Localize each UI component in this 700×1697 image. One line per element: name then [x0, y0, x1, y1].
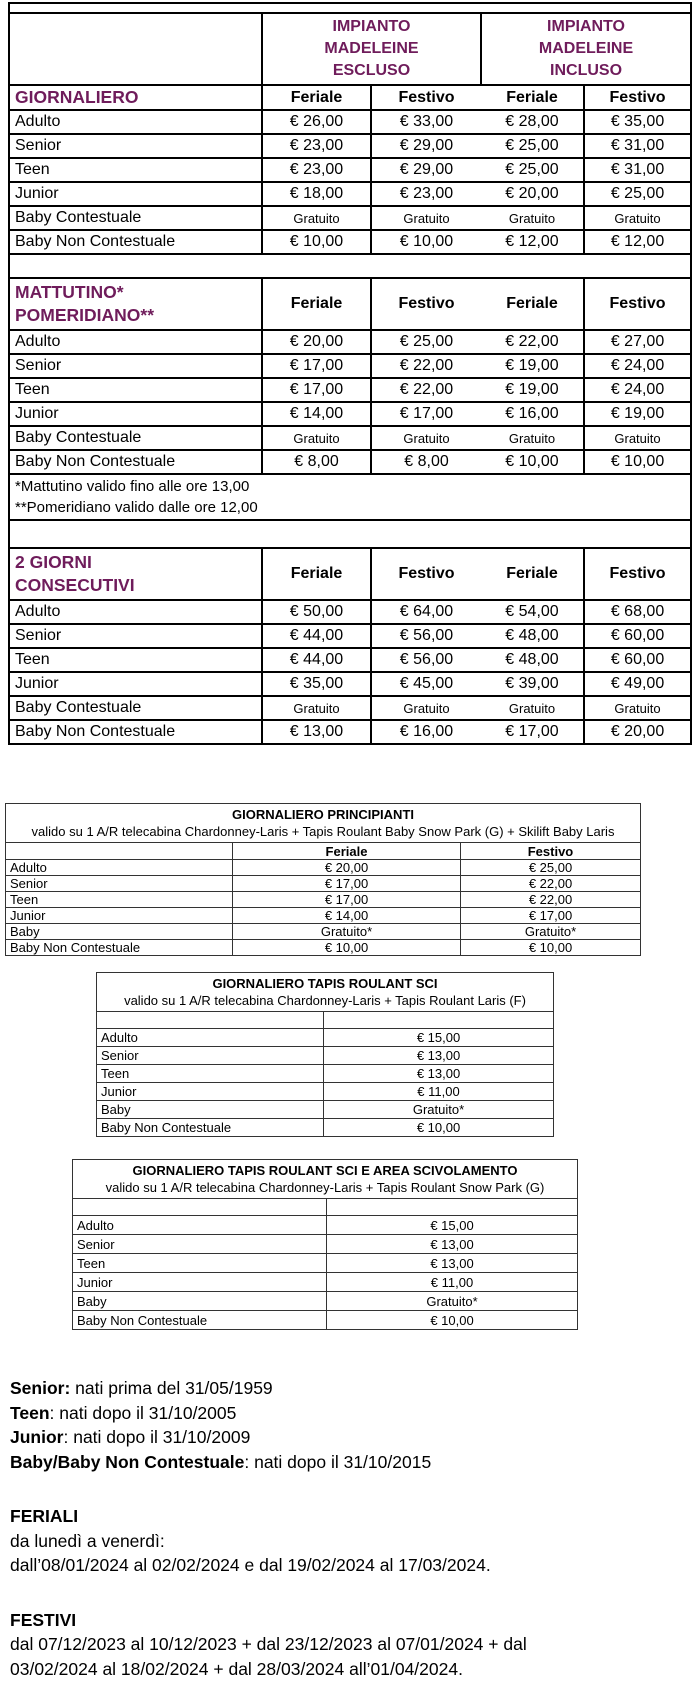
title-row	[97, 973, 554, 1012]
price-cell: € 20,00	[481, 182, 584, 206]
footer-notes	[10, 1376, 700, 1681]
price-cell: € 16,00	[481, 402, 584, 426]
price-cell: € 15,00	[327, 1216, 578, 1235]
row-label: Junior	[73, 1273, 327, 1292]
row-label: Senior	[6, 876, 233, 892]
price-cell: € 44,00	[262, 648, 371, 672]
table-row	[97, 1101, 554, 1119]
age-definition-line	[10, 1450, 700, 1475]
price-cell: Gratuito*	[324, 1101, 554, 1119]
festivi-line: 03/02/2024 al 18/02/2024 + dal 28/03/2024 all’01/04/2024.	[10, 1658, 463, 1679]
age-definition-line	[10, 1425, 700, 1450]
due-giorni-rows	[9, 600, 691, 744]
price-cell: € 13,00	[324, 1065, 554, 1083]
col-header-feriale-1: Feriale	[262, 278, 371, 330]
row-label: Junior	[97, 1083, 324, 1101]
price-cell: € 49,00	[584, 672, 691, 696]
impianto-madeleine-escluso-header: IMPIANTO MADELEINE ESCLUSO	[262, 13, 481, 85]
table-title: GIORNALIERO PRINCIPIANTI	[231, 807, 414, 822]
price-cell: € 12,00	[481, 230, 584, 254]
table-row	[9, 158, 691, 182]
row-label: Senior	[97, 1047, 324, 1065]
price-cell: Gratuito	[262, 696, 371, 720]
table-row	[9, 230, 691, 254]
column-header-row	[6, 843, 641, 860]
col-header-festivo-1: Festivo	[371, 548, 481, 600]
price-cell: € 44,00	[262, 624, 371, 648]
row-label: Adulto	[97, 1029, 324, 1047]
feriali-title: FERIALI	[10, 1506, 79, 1526]
row-label: Baby Non Contestuale	[73, 1311, 327, 1330]
principianti-rows	[6, 860, 641, 956]
tapis-roulant-area-table	[72, 1159, 578, 1330]
tapis-area-rows	[73, 1216, 578, 1330]
price-cell: € 29,00	[371, 134, 481, 158]
table-title: GIORNALIERO TAPIS ROULANT SCI	[212, 976, 438, 991]
price-cell: € 10,00	[324, 1119, 554, 1137]
row-label: Teen	[6, 892, 233, 908]
price-cell: Gratuito	[481, 206, 584, 230]
price-cell: € 10,00	[584, 450, 691, 474]
price-cell: € 13,00	[327, 1235, 578, 1254]
price-cell: € 25,00	[481, 158, 584, 182]
row-label: Baby	[6, 924, 233, 940]
price-cell: Gratuito	[584, 206, 691, 230]
price-cell: € 10,00	[233, 940, 461, 956]
price-cell: € 20,00	[584, 720, 691, 744]
row-label: Teen	[97, 1065, 324, 1083]
empty-header-row	[73, 1199, 578, 1216]
price-cell: € 60,00	[584, 648, 691, 672]
col-header-feriale-1: Feriale	[262, 548, 371, 600]
price-cell: € 25,00	[481, 134, 584, 158]
row-label: Baby Contestuale	[9, 206, 262, 230]
impianto-madeleine-incluso-header: IMPIANTO MADELEINE INCLUSO	[481, 13, 691, 85]
row-label: Baby Non Contestuale	[9, 720, 262, 744]
festivi-block	[10, 1608, 700, 1682]
row-label: Junior	[9, 182, 262, 206]
price-cell: € 48,00	[481, 624, 584, 648]
table-row	[73, 1216, 578, 1235]
price-cell: € 8,00	[371, 450, 481, 474]
row-label: Adulto	[9, 110, 262, 134]
feriali-block	[10, 1504, 700, 1578]
mattutino-section	[9, 278, 691, 330]
price-cell: € 20,00	[233, 860, 461, 876]
age-definition-line	[10, 1401, 700, 1426]
price-cell: € 31,00	[584, 158, 691, 182]
mattutino-footnote: *Mattutino valido fino alle ore 13,00	[15, 478, 250, 495]
price-cell: Gratuito	[371, 696, 481, 720]
price-cell: € 39,00	[481, 672, 584, 696]
age-term: Senior:	[10, 1378, 71, 1398]
price-cell: € 10,00	[461, 940, 641, 956]
age-rule: : nati dopo il 31/10/2015	[244, 1451, 432, 1472]
age-definitions	[10, 1376, 700, 1474]
impianto-header-row	[9, 13, 691, 85]
table-subtitle: valido su 1 A/R telecabina Chardonney-Laris + Tapis Roulant Snow Park (G)	[105, 1180, 545, 1195]
price-cell: Gratuito	[481, 426, 584, 450]
price-cell: € 15,00	[324, 1029, 554, 1047]
price-cell: € 19,00	[481, 378, 584, 402]
tapis-sci-rows	[97, 1029, 554, 1137]
table-row	[9, 182, 691, 206]
section-title: POMERIDIANO**	[15, 305, 155, 325]
table-row	[6, 908, 641, 924]
giornaliero-section	[9, 85, 691, 110]
table-row	[9, 206, 691, 230]
price-cell: € 50,00	[262, 600, 371, 624]
price-cell: Gratuito*	[327, 1292, 578, 1311]
table-row	[6, 924, 641, 940]
empty-corner-cell	[9, 13, 262, 85]
col-header-festivo-2: Festivo	[584, 548, 691, 600]
col-header-festivo-1: Festivo	[371, 278, 481, 330]
price-cell: € 17,00	[481, 720, 584, 744]
impianto-header-section	[9, 3, 691, 85]
feriali-line: da lunedì a venerdì:	[10, 1530, 165, 1551]
col-header-feriale-1: Feriale	[262, 85, 371, 110]
price-cell: Gratuito	[371, 426, 481, 450]
table-row	[9, 426, 691, 450]
table-row	[6, 876, 641, 892]
table-row	[73, 1254, 578, 1273]
price-cell: € 17,00	[233, 876, 461, 892]
table-row	[9, 696, 691, 720]
table-row	[73, 1292, 578, 1311]
price-cell: € 17,00	[262, 354, 371, 378]
due-giorni-section	[9, 548, 691, 600]
table-row	[9, 720, 691, 744]
price-cell: € 22,00	[461, 876, 641, 892]
tapis-roulant-sci-table	[96, 972, 554, 1137]
price-cell: € 25,00	[461, 860, 641, 876]
col-header-feriale-2: Feriale	[481, 548, 584, 600]
row-label: Teen	[9, 378, 262, 402]
price-cell: € 48,00	[481, 648, 584, 672]
price-cell: € 10,00	[481, 450, 584, 474]
price-cell: Gratuito*	[461, 924, 641, 940]
price-cell: € 17,00	[371, 402, 481, 426]
price-cell: € 14,00	[233, 908, 461, 924]
table-row	[9, 354, 691, 378]
price-cell: € 13,00	[262, 720, 371, 744]
price-cell: Gratuito*	[233, 924, 461, 940]
price-cell: € 8,00	[262, 450, 371, 474]
table-row	[9, 624, 691, 648]
price-cell: € 60,00	[584, 624, 691, 648]
price-cell: € 35,00	[262, 672, 371, 696]
row-label: Baby	[97, 1101, 324, 1119]
row-label: Junior	[9, 402, 262, 426]
mattutino-header-row	[9, 278, 691, 330]
price-cell: € 23,00	[371, 182, 481, 206]
row-label: Senior	[9, 624, 262, 648]
table-row	[9, 648, 691, 672]
row-label: Baby Contestuale	[9, 696, 262, 720]
row-label: Senior	[73, 1235, 327, 1254]
price-cell: € 64,00	[371, 600, 481, 624]
table-row	[97, 1047, 554, 1065]
age-rule: : nati dopo il 31/10/2009	[63, 1427, 251, 1447]
table-row	[73, 1273, 578, 1292]
table-row	[9, 134, 691, 158]
row-label: Junior	[6, 908, 233, 924]
giornaliero-header-row	[9, 85, 691, 110]
price-cell: € 17,00	[461, 908, 641, 924]
price-cell: € 22,00	[371, 378, 481, 402]
giornaliero-rows	[9, 110, 691, 254]
table-row	[97, 1065, 554, 1083]
price-cell: € 25,00	[371, 330, 481, 354]
row-label: Junior	[9, 672, 262, 696]
price-cell: € 11,00	[327, 1273, 578, 1292]
price-cell: € 33,00	[371, 110, 481, 134]
price-cell: € 29,00	[371, 158, 481, 182]
table-row	[9, 330, 691, 354]
due-giorni-header-row	[9, 548, 691, 600]
col-header-festivo-1: Festivo	[371, 85, 481, 110]
separator-row	[9, 254, 691, 278]
row-label: Baby	[73, 1292, 327, 1311]
table-row	[6, 892, 641, 908]
price-cell: € 26,00	[262, 110, 371, 134]
row-label: Teen	[9, 158, 262, 182]
footnote-row	[9, 474, 691, 520]
table-row	[9, 672, 691, 696]
section-title: GIORNALIERO	[15, 87, 139, 107]
table-row	[9, 378, 691, 402]
age-term: Baby/Baby Non Contestuale	[10, 1451, 245, 1472]
age-rule: nati prima del 31/05/1959	[70, 1378, 273, 1398]
row-label: Senior	[9, 354, 262, 378]
price-cell: € 12,00	[584, 230, 691, 254]
price-cell: € 56,00	[371, 648, 481, 672]
price-cell: € 11,00	[324, 1083, 554, 1101]
title-row	[73, 1160, 578, 1199]
main-price-table	[8, 2, 692, 745]
price-cell: € 27,00	[584, 330, 691, 354]
price-cell: € 13,00	[327, 1254, 578, 1273]
price-cell: Gratuito	[371, 206, 481, 230]
table-title: GIORNALIERO TAPIS ROULANT SCI E AREA SCIVOLAMENTO	[132, 1163, 518, 1178]
separator-row	[9, 520, 691, 548]
price-cell: € 17,00	[262, 378, 371, 402]
row-label: Senior	[9, 134, 262, 158]
price-cell: € 17,00	[233, 892, 461, 908]
pomeridiano-footnote: **Pomeridiano valido dalle ore 12,00	[15, 499, 258, 516]
mattutino-rows	[9, 330, 691, 474]
price-cell: Gratuito	[584, 696, 691, 720]
price-cell: € 10,00	[327, 1311, 578, 1330]
price-cell: € 35,00	[584, 110, 691, 134]
table-row	[73, 1311, 578, 1330]
price-cell: € 25,00	[584, 182, 691, 206]
empty-header-row	[97, 1012, 554, 1029]
price-cell: € 10,00	[371, 230, 481, 254]
row-label: Baby Contestuale	[9, 426, 262, 450]
row-label: Adulto	[73, 1216, 327, 1235]
empty-corner-cell	[6, 843, 233, 860]
price-cell: € 16,00	[371, 720, 481, 744]
price-cell: € 22,00	[371, 354, 481, 378]
table-row	[9, 450, 691, 474]
top-spacer-row	[9, 3, 691, 13]
table-subtitle: valido su 1 A/R telecabina Chardonney-Laris + Tapis Roulant Baby Snow Park (G) + Skilift Baby Laris	[31, 824, 615, 839]
section-title: MATTUTINO*	[15, 282, 124, 302]
age-definition-line	[10, 1376, 700, 1401]
table-subtitle: valido su 1 A/R telecabina Chardonney-Laris + Tapis Roulant Laris (F)	[124, 993, 526, 1008]
price-cell: € 31,00	[584, 134, 691, 158]
festivi-title: FESTIVI	[10, 1609, 77, 1630]
price-cell: € 28,00	[481, 110, 584, 134]
festivi-line: dal 07/12/2023 al 10/12/2023 + dal 23/12/2023 al 07/01/2024 + dal	[10, 1634, 527, 1654]
row-label: Adulto	[9, 600, 262, 624]
price-cell: Gratuito	[481, 696, 584, 720]
col-header-feriale: Feriale	[233, 843, 461, 860]
price-cell: € 22,00	[481, 330, 584, 354]
table-row	[9, 600, 691, 624]
price-cell: € 23,00	[262, 158, 371, 182]
age-term: Teen	[10, 1402, 50, 1423]
price-cell: € 20,00	[262, 330, 371, 354]
age-rule: : nati dopo il 31/10/2005	[49, 1402, 237, 1423]
price-cell: € 56,00	[371, 624, 481, 648]
principianti-table	[5, 803, 641, 956]
price-cell: € 19,00	[584, 402, 691, 426]
price-cell: € 19,00	[481, 354, 584, 378]
price-cell: € 23,00	[262, 134, 371, 158]
price-cell: Gratuito	[584, 426, 691, 450]
feriali-line: dall’08/01/2024 al 02/02/2024 e dal 19/02/2024 al 17/03/2024.	[10, 1555, 491, 1575]
age-term: Junior	[10, 1427, 64, 1447]
col-header-festivo-2: Festivo	[584, 278, 691, 330]
section-title: 2 GIORNI	[15, 552, 92, 572]
row-label: Teen	[73, 1254, 327, 1273]
table-row	[9, 402, 691, 426]
col-header-festivo: Festivo	[461, 843, 641, 860]
price-cell: Gratuito	[262, 426, 371, 450]
title-row	[6, 804, 641, 843]
col-header-feriale-2: Feriale	[481, 278, 584, 330]
table-row	[9, 110, 691, 134]
price-cell: € 22,00	[461, 892, 641, 908]
col-header-festivo-2: Festivo	[584, 85, 691, 110]
price-cell: € 13,00	[324, 1047, 554, 1065]
price-cell: € 45,00	[371, 672, 481, 696]
row-label: Baby Non Contestuale	[97, 1119, 324, 1137]
table-row	[97, 1119, 554, 1137]
price-cell: € 24,00	[584, 354, 691, 378]
table-row	[97, 1083, 554, 1101]
table-row	[97, 1029, 554, 1047]
row-label: Teen	[9, 648, 262, 672]
row-label: Adulto	[6, 860, 233, 876]
row-label: Baby Non Contestuale	[9, 230, 262, 254]
section-title: CONSECUTIVI	[15, 575, 135, 595]
table-row	[6, 860, 641, 876]
table-row	[6, 940, 641, 956]
col-header-feriale-2: Feriale	[481, 85, 584, 110]
row-label: Baby Non Contestuale	[9, 450, 262, 474]
price-cell: € 10,00	[262, 230, 371, 254]
price-cell: € 68,00	[584, 600, 691, 624]
price-cell: € 54,00	[481, 600, 584, 624]
row-label: Baby Non Contestuale	[6, 940, 233, 956]
price-cell: € 18,00	[262, 182, 371, 206]
row-label: Adulto	[9, 330, 262, 354]
price-cell: € 14,00	[262, 402, 371, 426]
price-cell: € 24,00	[584, 378, 691, 402]
table-row	[73, 1235, 578, 1254]
price-cell: Gratuito	[262, 206, 371, 230]
